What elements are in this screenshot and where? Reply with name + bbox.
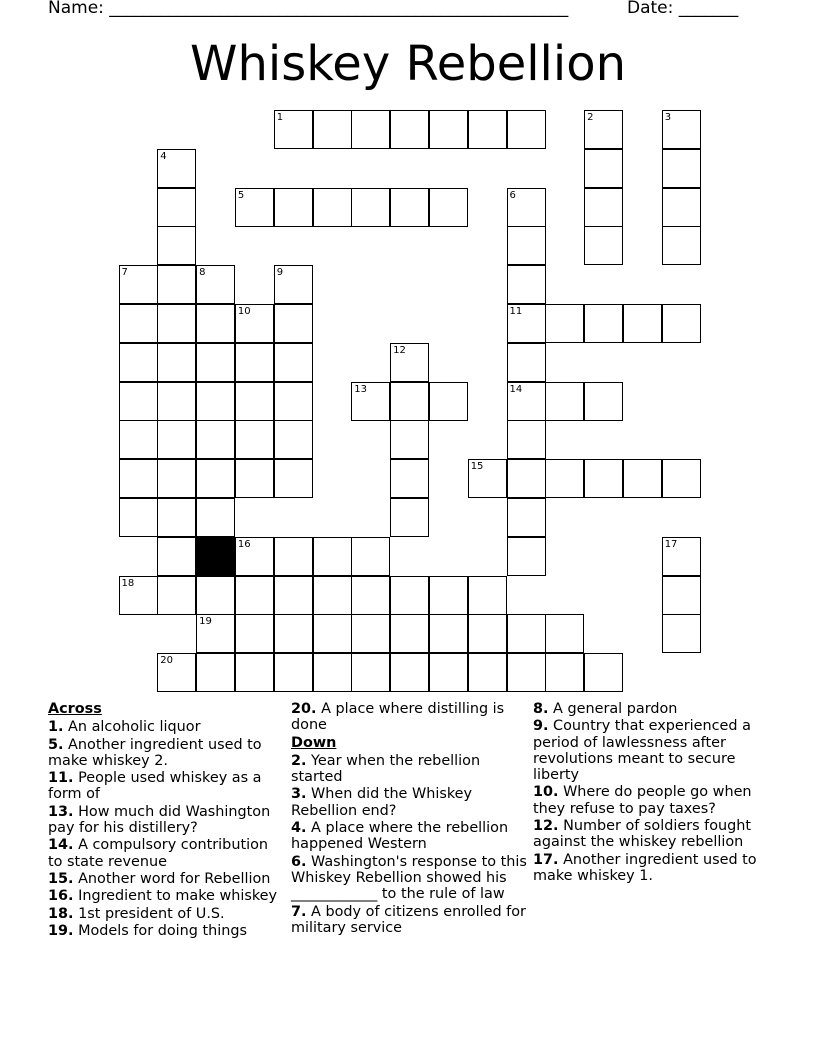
- grid-cell[interactable]: [390, 614, 429, 653]
- clue-text: Year when the rebellion started: [291, 752, 481, 786]
- grid-cell[interactable]: [274, 576, 313, 615]
- clue-number: 7.: [291, 903, 307, 920]
- clue-text: Models for doing things: [73, 922, 247, 939]
- grid-cell[interactable]: [313, 110, 352, 149]
- grid-cell[interactable]: [157, 459, 196, 498]
- grid-cell[interactable]: [507, 459, 546, 498]
- clues-column-2: [291, 701, 527, 937]
- grid-cell[interactable]: [235, 343, 274, 382]
- grid-cell[interactable]: [157, 537, 196, 576]
- clue-number: 14: [509, 383, 523, 395]
- grid-cell[interactable]: [157, 304, 196, 343]
- grid-cell[interactable]: [196, 265, 235, 304]
- down-clue: [533, 701, 769, 717]
- clue-text: A place where distilling is done: [291, 701, 505, 734]
- grid-cell[interactable]: [313, 576, 352, 615]
- grid-cell[interactable]: [351, 188, 390, 227]
- grid-cell[interactable]: [468, 110, 507, 149]
- clue-number: 10.: [533, 784, 559, 801]
- clue-number: 3: [664, 112, 672, 123]
- down-clue: [533, 818, 769, 851]
- grid-cell[interactable]: [119, 576, 158, 615]
- clue-number: 13.: [48, 803, 74, 820]
- clue-number: 13: [354, 383, 368, 395]
- clue-number: 11: [509, 306, 523, 317]
- grid-cell[interactable]: [623, 459, 662, 498]
- clue-text: Country that experienced a period of lawlessness after revolutions meant to secure liberty: [533, 718, 751, 784]
- grid-cell[interactable]: [313, 653, 352, 692]
- grid-cell[interactable]: [235, 653, 274, 692]
- down-clue: [533, 852, 769, 885]
- grid-cell[interactable]: [119, 498, 158, 537]
- grid-cell[interactable]: [274, 653, 313, 692]
- grid-cell[interactable]: [584, 459, 623, 498]
- grid-cell[interactable]: [274, 459, 313, 498]
- clue-number: 1.: [48, 719, 64, 736]
- grid-cell[interactable]: [274, 110, 313, 149]
- grid-cell[interactable]: [119, 265, 158, 304]
- clue-number: 8.: [533, 701, 549, 717]
- clue-text: When did the Whiskey Rebellion end?: [291, 786, 473, 819]
- down-clue: [291, 904, 527, 937]
- grid-cell[interactable]: [119, 382, 158, 421]
- grid-cell[interactable]: [274, 265, 313, 304]
- clue-number: 19: [199, 616, 212, 628]
- grid-cell[interactable]: [196, 653, 235, 692]
- clues-column-3: [533, 701, 769, 885]
- clue-text: Number of soldiers fought against the whiskey rebellion: [533, 818, 752, 851]
- clue-number: 5: [237, 189, 245, 201]
- grid-cell[interactable]: [351, 614, 390, 653]
- clue-number: 17.: [533, 851, 559, 868]
- grid-cell[interactable]: [235, 188, 274, 227]
- grid-cell[interactable]: [157, 188, 196, 227]
- clue-text: A compulsory contribution to state revenue: [48, 837, 269, 870]
- grid-cell[interactable]: [119, 304, 158, 343]
- grid-cell[interactable]: [390, 498, 429, 537]
- grid-cell[interactable]: [623, 304, 662, 343]
- clue-number: 20: [160, 655, 174, 667]
- grid-cell[interactable]: [507, 653, 546, 692]
- clue-text: How much did Washington pay for his distillery?: [48, 803, 271, 837]
- grid-cell[interactable]: [429, 188, 468, 227]
- grid-cell[interactable]: [468, 653, 507, 692]
- grid-cell[interactable]: [235, 576, 274, 615]
- grid-cell[interactable]: [429, 653, 468, 692]
- clue-number: 8: [199, 267, 206, 279]
- black-square: [196, 537, 235, 576]
- clue-number: 2.: [291, 752, 307, 769]
- grid-cell[interactable]: [157, 343, 196, 382]
- grid-cell[interactable]: [584, 188, 623, 227]
- grid-cell[interactable]: [157, 382, 196, 421]
- grid-cell[interactable]: [157, 226, 196, 265]
- grid-cell[interactable]: [507, 382, 546, 421]
- clue-text: Washington's response to this Whiskey Rebellion showed his ____________ to the rule of law: [291, 853, 527, 903]
- clue-number: 7: [121, 267, 128, 279]
- clue-number: 5.: [48, 736, 64, 753]
- across-clue: [48, 719, 284, 735]
- grid-cell[interactable]: [662, 537, 701, 576]
- clue-text: A general pardon: [548, 701, 678, 717]
- grid-cell[interactable]: [507, 265, 546, 304]
- clue-number: 9: [276, 267, 284, 279]
- grid-cell[interactable]: [468, 614, 507, 653]
- puzzle-title: Whiskey Rebellion: [189, 36, 627, 92]
- grid-cell[interactable]: [196, 382, 235, 421]
- clue-number: 4.: [291, 820, 307, 837]
- clue-text: 1st president of U.S.: [73, 905, 225, 922]
- grid-cell[interactable]: [584, 382, 623, 421]
- clue-text: A body of citizens enrolled for military service: [291, 903, 526, 936]
- grid-cell[interactable]: [196, 576, 235, 615]
- clue-number: 16.: [48, 888, 74, 905]
- grid-cell[interactable]: [196, 498, 235, 537]
- grid-cell[interactable]: [507, 226, 546, 265]
- across-clue: [48, 906, 284, 922]
- grid-cell[interactable]: [157, 420, 196, 459]
- clue-number: 12.: [533, 818, 559, 835]
- clue-number: 17: [664, 538, 678, 550]
- clue-number: 9.: [533, 718, 549, 735]
- across-clue: [291, 701, 527, 734]
- grid-cell[interactable]: [390, 653, 429, 692]
- grid-cell[interactable]: [119, 459, 158, 498]
- grid-cell[interactable]: [274, 537, 313, 576]
- clue-text: Another ingredient used to make whiskey 2.: [48, 736, 262, 769]
- grid-cell[interactable]: [157, 653, 196, 692]
- clues-section: [0, 700, 816, 1056]
- grid-cell[interactable]: [662, 188, 701, 227]
- clue-number: 11.: [48, 770, 74, 787]
- clue-text: Another word for Rebellion: [73, 870, 271, 887]
- grid-cell[interactable]: [274, 420, 313, 459]
- grid-cell[interactable]: [235, 304, 274, 343]
- grid-cell[interactable]: [584, 304, 623, 343]
- down-clue: [291, 854, 527, 903]
- grid-cell[interactable]: [429, 110, 468, 149]
- clue-number: 19.: [48, 922, 74, 939]
- across-clue: [48, 871, 284, 887]
- grid-cell[interactable]: [274, 382, 313, 421]
- name-field[interactable]: Name: ______________________________________________________: [48, 0, 569, 18]
- grid-cell[interactable]: [662, 226, 701, 265]
- grid-cell[interactable]: [507, 614, 546, 653]
- grid-cell[interactable]: [545, 304, 584, 343]
- across-clue: [48, 923, 284, 939]
- grid-cell[interactable]: [313, 537, 352, 576]
- grid-cell[interactable]: [545, 653, 584, 692]
- grid-cell[interactable]: [662, 149, 701, 188]
- grid-cell[interactable]: [351, 537, 390, 576]
- grid-cell[interactable]: [274, 188, 313, 227]
- grid-cell[interactable]: [313, 188, 352, 227]
- across-clue: [48, 888, 284, 904]
- grid-cell[interactable]: [507, 498, 546, 537]
- grid-cell[interactable]: [351, 653, 390, 692]
- clue-number: 20.: [291, 701, 317, 717]
- clue-number: 12: [393, 344, 406, 356]
- grid-cell[interactable]: [157, 265, 196, 304]
- grid-cell[interactable]: [235, 537, 274, 576]
- grid-cell[interactable]: [119, 420, 158, 459]
- date-field[interactable]: Date: _______: [627, 0, 739, 18]
- grid-cell[interactable]: [507, 537, 546, 576]
- across-clue: [48, 737, 284, 770]
- grid-cell[interactable]: [507, 343, 546, 382]
- grid-cell[interactable]: [351, 382, 390, 421]
- clues-column-1: [48, 701, 284, 940]
- clue-text: Where do people go when they refuse to pay taxes?: [533, 784, 752, 817]
- down-clue: [291, 753, 527, 786]
- grid-cell[interactable]: [507, 420, 546, 459]
- grid-cell[interactable]: [157, 149, 196, 188]
- grid-cell[interactable]: [351, 110, 390, 149]
- grid-cell[interactable]: [468, 576, 507, 615]
- down-clue: [533, 718, 769, 783]
- clue-text: Another ingredient used to make whiskey 1.: [533, 851, 757, 884]
- grid-cell[interactable]: [390, 382, 429, 421]
- grid-cell[interactable]: [235, 459, 274, 498]
- grid-cell[interactable]: [196, 420, 235, 459]
- grid-cell[interactable]: [662, 576, 701, 615]
- grid-cell[interactable]: [390, 576, 429, 615]
- clue-number: 18: [121, 577, 135, 589]
- grid-cell[interactable]: [662, 304, 701, 343]
- grid-cell[interactable]: [468, 459, 507, 498]
- grid-cell[interactable]: [196, 614, 235, 653]
- down-clue: [291, 820, 527, 853]
- clue-number: 4: [160, 150, 167, 162]
- clue-number: 3.: [291, 786, 307, 803]
- grid-cell[interactable]: [584, 110, 623, 149]
- grid-cell[interactable]: [351, 576, 390, 615]
- grid-cell[interactable]: [274, 614, 313, 653]
- clue-text: A place where the rebellion happened Western: [291, 820, 509, 853]
- grid-cell[interactable]: [584, 149, 623, 188]
- clue-number: 16: [237, 538, 251, 550]
- clue-text: People used whiskey as a form of: [48, 770, 262, 803]
- down-clue: [533, 784, 769, 817]
- grid-cell[interactable]: [662, 614, 701, 653]
- across-clue: [48, 770, 284, 803]
- grid-cell[interactable]: [390, 420, 429, 459]
- grid-cell[interactable]: [507, 110, 546, 149]
- grid-cell[interactable]: [157, 576, 196, 615]
- grid-cell[interactable]: [545, 614, 584, 653]
- clue-number: 10: [237, 306, 251, 317]
- grid-cell[interactable]: [390, 459, 429, 498]
- grid-cell[interactable]: [662, 459, 701, 498]
- clue-number: 1: [276, 112, 284, 123]
- grid-cell[interactable]: [390, 110, 429, 149]
- grid-cell[interactable]: [662, 110, 701, 149]
- clue-number: 2: [587, 112, 594, 123]
- across-clue: [48, 804, 284, 837]
- down-heading: Down: [291, 734, 337, 751]
- grid-cell[interactable]: [545, 459, 584, 498]
- grid-cell[interactable]: [429, 382, 468, 421]
- clue-number: 6.: [291, 853, 307, 870]
- across-heading: Across: [48, 701, 102, 717]
- clue-number: 18.: [48, 905, 74, 922]
- grid-cell[interactable]: [274, 343, 313, 382]
- grid-cell[interactable]: [429, 614, 468, 653]
- grid-cell[interactable]: [196, 343, 235, 382]
- grid-cell[interactable]: [390, 343, 429, 382]
- down-clue: [291, 786, 527, 819]
- clue-number: 6: [509, 189, 516, 201]
- grid-cell[interactable]: [196, 459, 235, 498]
- clue-text: An alcoholic liquor: [63, 719, 201, 736]
- clue-text: Ingredient to make whiskey: [73, 888, 278, 905]
- grid-cell[interactable]: [545, 382, 584, 421]
- clue-number: 15.: [48, 870, 74, 887]
- grid-cell[interactable]: [157, 498, 196, 537]
- grid-cell[interactable]: [274, 304, 313, 343]
- grid-cell[interactable]: [507, 304, 546, 343]
- across-clue: [48, 837, 284, 870]
- grid-cell[interactable]: [584, 653, 623, 692]
- clue-number: 14.: [48, 837, 74, 854]
- grid-cell[interactable]: [235, 614, 274, 653]
- grid-cell[interactable]: [507, 188, 546, 227]
- grid-cell[interactable]: [313, 614, 352, 653]
- grid-cell[interactable]: [196, 304, 235, 343]
- grid-cell[interactable]: [584, 226, 623, 265]
- grid-cell[interactable]: [235, 420, 274, 459]
- grid-cell[interactable]: [429, 576, 468, 615]
- grid-cell[interactable]: [390, 188, 429, 227]
- clue-number: 15: [470, 461, 484, 473]
- grid-cell[interactable]: [119, 343, 158, 382]
- grid-cell[interactable]: [235, 382, 274, 421]
